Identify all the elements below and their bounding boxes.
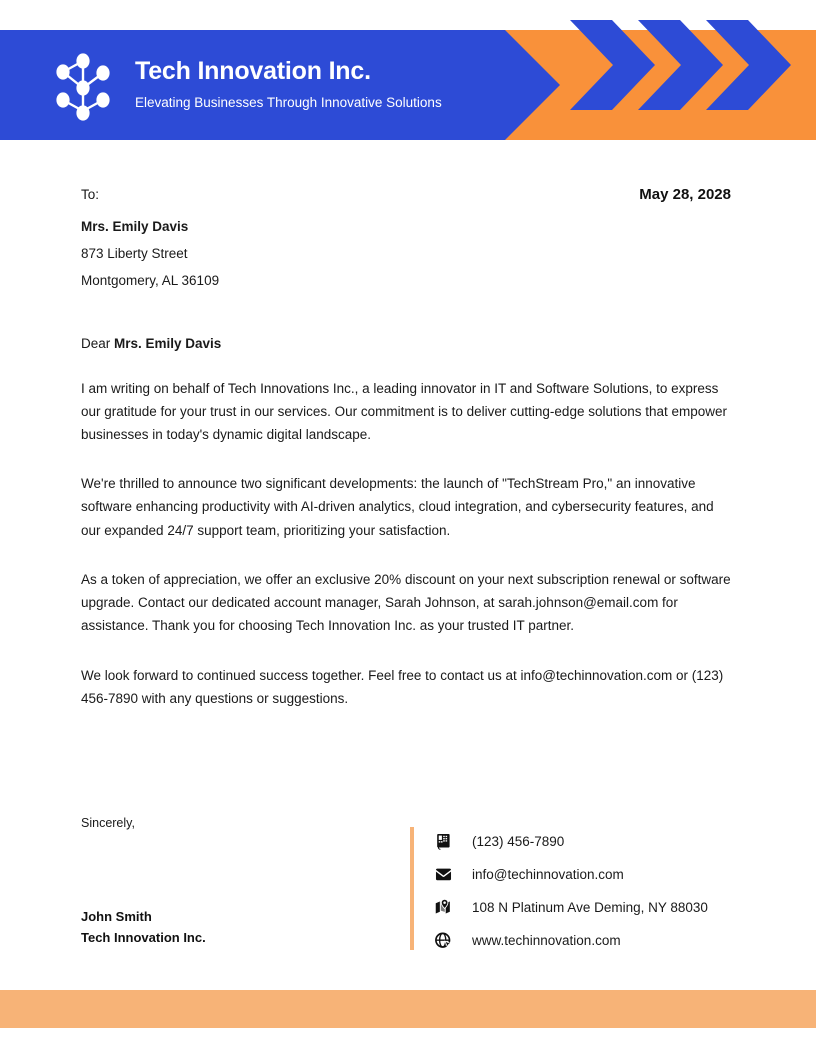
salutation <box>81 336 731 351</box>
contact-phone-text: (123) 456-7890 <box>472 834 565 849</box>
letter-paragraph: We look forward to continued success together. Feel free to contact us at info@techinnovation.com or (123) 456-7890 with any questions or suggestions. <box>81 667 724 706</box>
network-nodes-icon <box>52 52 114 124</box>
letterhead-header <box>0 0 816 160</box>
letter-meta-row <box>81 186 731 208</box>
signature-block <box>81 816 381 949</box>
contact-item-phone[interactable] <box>434 825 774 858</box>
letter-paragraph: As a token of appreciation, we offer an exclusive 20% discount on your next subscription renewal or software upgrade. Contact our dedicated account manager, Sarah Johnson, at sarah.johnson@email.com for assistance. Thank you for choosing Tech Innovation Inc. as your trusted IT partner. <box>81 571 731 634</box>
to-label: To: <box>81 187 100 202</box>
letter-paragraph: We're thrilled to announce two significant developments: the launch of "TechStream Pro," an innovative software enhancing productivity with AI-driven analytics, cloud integration, and cybersecurity features, and our expanded 24/7 support team, prioritizing your satisfaction. <box>81 476 714 538</box>
brand-name: Tech Innovation Inc. <box>135 57 371 85</box>
brand-block <box>135 57 515 111</box>
recipient-street: 873 Liberty Street <box>81 246 188 262</box>
contact-accent-bar <box>410 827 414 950</box>
desk-phone-icon <box>434 832 456 852</box>
contact-item-email[interactable] <box>434 858 774 891</box>
contact-item-address[interactable] <box>434 891 774 924</box>
salutation-prefix: Dear <box>81 335 115 351</box>
signer-name: John Smith <box>81 909 152 924</box>
contact-item-website[interactable] <box>434 924 774 957</box>
letter-date: May 28, 2028 <box>639 186 731 203</box>
map-pin-icon <box>434 898 456 918</box>
closing-text: Sincerely, <box>81 816 135 830</box>
contact-list <box>434 825 774 957</box>
contact-address-text: 108 N Platinum Ave Deming, NY 88030 <box>472 900 708 915</box>
contact-website-text: www.techinnovation.com <box>472 933 621 948</box>
envelope-icon <box>434 865 456 885</box>
contact-email-text: info@techinnovation.com <box>472 867 624 882</box>
salutation-name: Mrs. Emily Davis <box>114 335 222 351</box>
brand-tagline: Elevating Businesses Through Innovative Solutions <box>135 94 442 110</box>
recipient-name: Mrs. Emily Davis <box>81 219 189 234</box>
letter-body <box>81 186 731 723</box>
globe-cursor-icon <box>434 931 456 951</box>
signer-company: Tech Innovation Inc. <box>81 930 206 946</box>
footer-bar <box>0 990 816 1028</box>
letter-paragraph: I am writing on behalf of Tech Innovations Inc., a leading innovator in IT and Software Solutions, to express our gratitude for your trust in our services. Our commitment is to deliver cutting-edge solutions that empower businesses in today's dynamic digital landscape. <box>81 380 728 442</box>
recipient-city: Montgomery, AL 36109 <box>81 273 220 289</box>
